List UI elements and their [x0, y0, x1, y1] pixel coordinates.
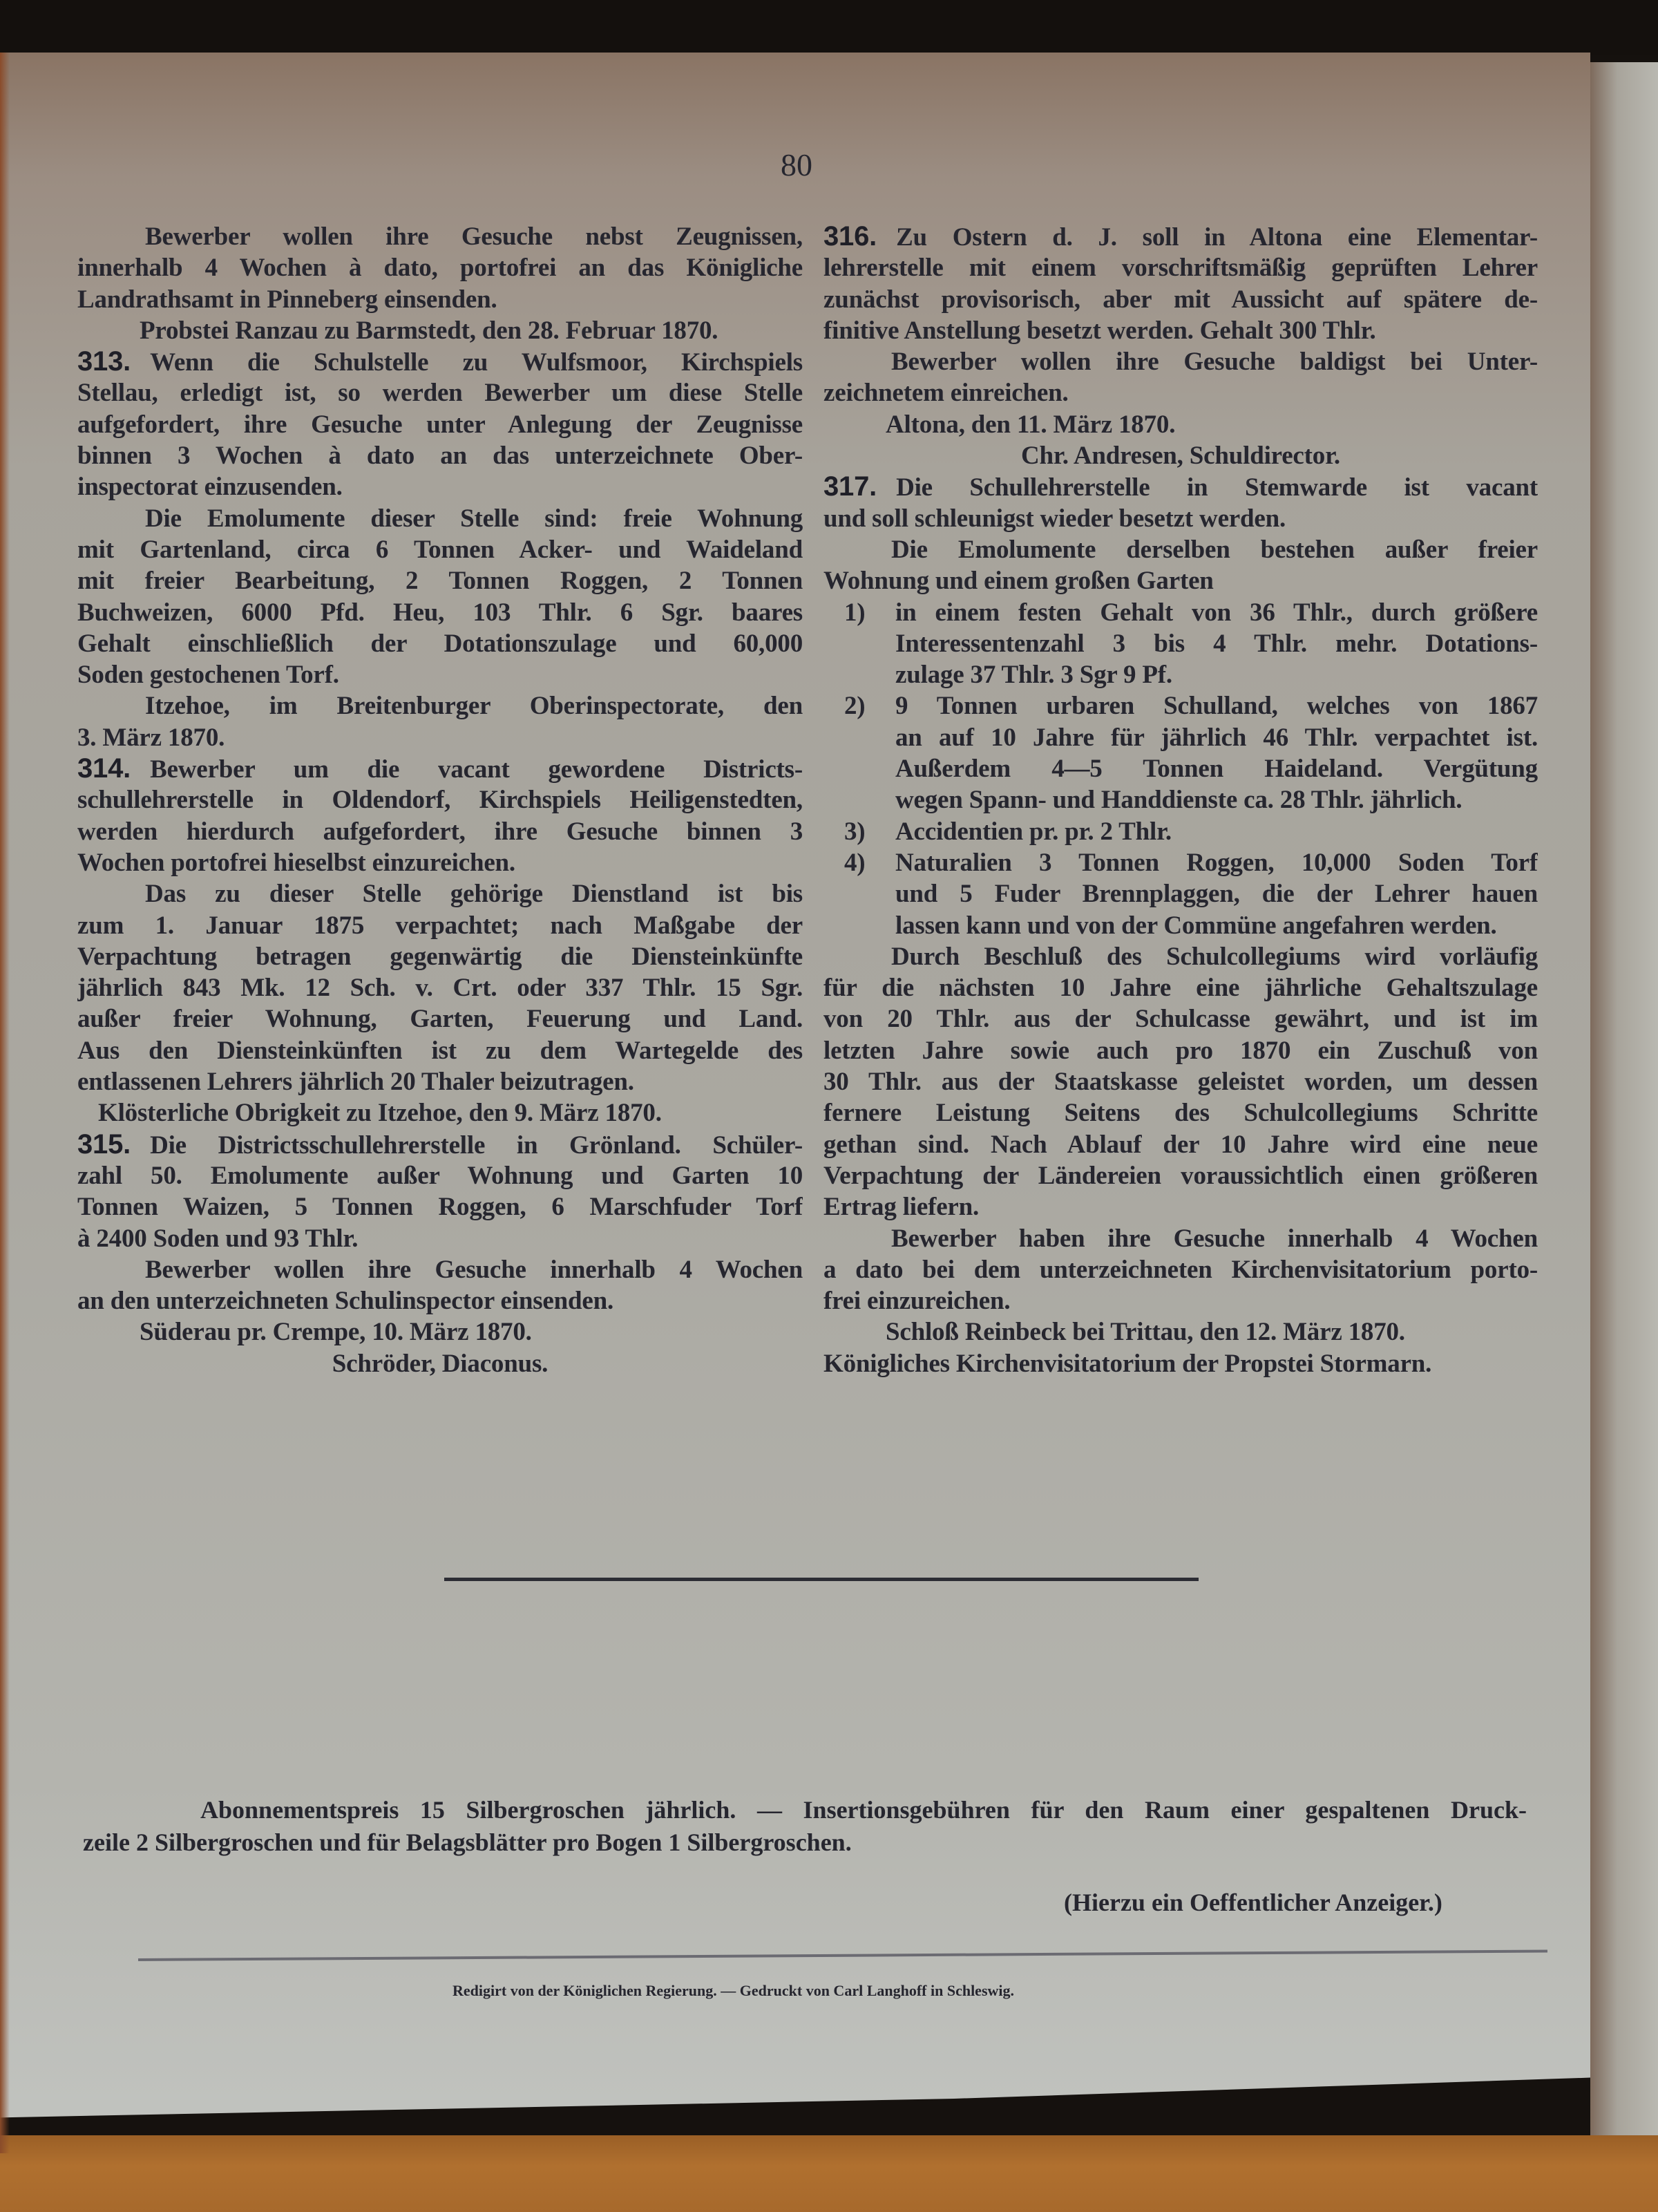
- imprint: Redigirt von der Königlichen Regierung. — Gedruckt von Carl Langhoff in Schleswig.: [452, 1982, 1015, 1999]
- line-text: in einem festen Gehalt von 36 Thlr., durch größere: [895, 598, 1538, 627]
- paragraph-block: [823, 346, 1538, 409]
- page-number: 80: [781, 147, 812, 182]
- line-text: Naturalien 3 Tonnen Roggen, 10,000 Soden Torf: [895, 848, 1538, 877]
- text-line: [823, 284, 1538, 315]
- adjacent-page-edge: [1590, 62, 1658, 2163]
- text-line: [77, 315, 803, 346]
- dateline-block: [823, 1316, 1538, 1348]
- list-number: 4): [844, 848, 866, 877]
- text-line: [823, 1285, 1538, 1316]
- text-line: [823, 690, 1538, 721]
- line-text: Bewerber haben ihre Gesuche innerhalb 4 Wochen: [891, 1224, 1538, 1253]
- line-text: Altona, den 11. März 1870.: [886, 410, 1176, 439]
- line-text: Soden gestochenen Torf.: [77, 661, 339, 690]
- line-text: frei einzureichen.: [823, 1287, 1011, 1316]
- line-text: an den unterzeichneten Schulinspector einsenden.: [77, 1287, 614, 1316]
- text-line: [77, 690, 803, 721]
- text-line: [823, 659, 1538, 690]
- text-line: [823, 1097, 1538, 1128]
- list-number: 2): [844, 692, 866, 721]
- text-line: [823, 346, 1538, 377]
- line-text: Probstei Ranzau zu Barmstedt, den 28. Februar 1870.: [140, 316, 718, 345]
- scan-background-top: [0, 0, 1658, 55]
- text-line: [77, 1160, 803, 1191]
- text-line: [77, 471, 803, 502]
- line-text: à 2400 Soden und 93 Thlr.: [77, 1224, 359, 1253]
- line-text: Bewerber wollen ihre Gesuche baldigst bei Unter-: [891, 348, 1538, 377]
- text-line: [77, 1285, 803, 1316]
- list-number: 3): [844, 817, 866, 846]
- scan-background-bottom: [0, 2135, 1658, 2212]
- line-text: Die Emolumente derselben bestehen außer freier: [891, 535, 1538, 564]
- line-text: zunächst provisorisch, aber mit Aussicht auf spätere de-: [823, 285, 1538, 314]
- line-text: 3. März 1870.: [77, 723, 225, 752]
- text-line: [77, 440, 803, 471]
- text-line: [77, 816, 803, 847]
- section-divider: [444, 1578, 1199, 1581]
- text-line: [823, 753, 1538, 784]
- text-line: [77, 910, 803, 941]
- right-column: [823, 221, 1538, 1379]
- paragraph-block: [823, 941, 1538, 1223]
- line-text: werden hierdurch aufgefordert, ihre Gesuche binnen 3: [77, 817, 803, 846]
- line-text: für die nächsten 10 Jahre eine jährliche Gehaltszulage: [823, 974, 1538, 1003]
- text-line: [77, 972, 803, 1003]
- plain-block: [823, 1348, 1538, 1379]
- list-number: 1): [844, 598, 866, 627]
- line-text: und 5 Fuder Brennplaggen, die der Lehrer hauen: [895, 880, 1538, 909]
- line-text: Chr. Andresen, Schuldirector.: [1021, 442, 1340, 471]
- text-line: [823, 377, 1538, 408]
- line-text: und soll schleunigst wieder besetzt werden.: [823, 504, 1286, 533]
- notice-315: [77, 1129, 803, 1254]
- page-binding-edge: [0, 53, 10, 2153]
- text-line: [77, 252, 803, 283]
- line-text: Wohnung und einem großen Garten: [823, 567, 1214, 596]
- text-line: [77, 628, 803, 659]
- line-text: Gehalt einschließlich der Dotationszulage und 60,000: [77, 629, 803, 658]
- text-line: [823, 816, 1538, 847]
- list-item-block: [823, 847, 1538, 941]
- text-line: [77, 878, 803, 909]
- text-line: [823, 565, 1538, 596]
- line-text: lassen kann und von der Commüne angefahren werden.: [895, 911, 1497, 940]
- notice-314: [77, 753, 803, 878]
- text-line: [823, 1223, 1538, 1254]
- line-text: Landrathsamt in Pinneberg einsenden.: [77, 285, 497, 314]
- line-text: Schloß Reinbeck bei Trittau, den 12. März 1870.: [886, 1318, 1405, 1347]
- text-line: [823, 1066, 1538, 1097]
- notice-number: 314.: [77, 753, 131, 784]
- text-line: [77, 503, 803, 534]
- line-text: Die Districtsschullehrerstelle in Grönland. Schüler-: [150, 1131, 803, 1160]
- text-line: [77, 784, 803, 815]
- text-line: [823, 910, 1538, 941]
- text-line: [77, 1348, 803, 1379]
- text-line: [823, 1035, 1538, 1066]
- dateline-block: [77, 315, 803, 346]
- line-text: Bewerber wollen ihre Gesuche innerhalb 4 Wochen: [145, 1255, 803, 1284]
- list-item-block: [823, 597, 1538, 691]
- text-line: [823, 1003, 1538, 1034]
- text-line: [823, 221, 1538, 252]
- line-text: Aus den Diensteinkünften ist zu dem Wartegelde des: [77, 1036, 803, 1065]
- line-text: gethan sind. Nach Ablauf der 10 Jahre wird eine neue: [823, 1130, 1538, 1159]
- text-line: [77, 722, 803, 753]
- notice-317: [823, 471, 1538, 534]
- line-text: entlassenen Lehrers jährlich 20 Thaler beizutragen.: [77, 1068, 634, 1097]
- text-line: [823, 941, 1538, 972]
- paragraph-block: [77, 690, 803, 753]
- line-text: Königliches Kirchenvisitatorium der Propstei Stormarn.: [823, 1349, 1432, 1378]
- text-line: [823, 1160, 1538, 1191]
- list-item-block: [823, 690, 1538, 815]
- text-line: [823, 1191, 1538, 1222]
- paragraph-block: [823, 1223, 1538, 1317]
- line-text: letzten Jahre sowie auch pro 1870 ein Zuschuß von: [823, 1036, 1538, 1065]
- line-text: Stellau, erledigt ist, so werden Bewerber um diese Stelle: [77, 379, 803, 408]
- line-text: mit Gartenland, circa 6 Tonnen Acker- und Waideland: [77, 535, 803, 564]
- text-line: [823, 972, 1538, 1003]
- line-text: Wenn die Schulstelle zu Wulfsmoor, Kirchspiels: [150, 348, 803, 377]
- text-line: [823, 1348, 1538, 1379]
- text-line: [823, 252, 1538, 283]
- text-line: [823, 503, 1538, 534]
- line-text: 9 Tonnen urbaren Schulland, welches von 1867: [895, 692, 1538, 721]
- supplement-note: (Hierzu ein Oeffentlicher Anzeiger.): [1064, 1889, 1442, 1916]
- text-line: [77, 534, 803, 565]
- line-text: inspectorat einzusenden.: [77, 473, 343, 502]
- text-line: [823, 847, 1538, 878]
- text-line: [823, 628, 1538, 659]
- line-text: fernere Leistung Seitens des Schulcollegiums Schritte: [823, 1099, 1538, 1128]
- text-line: [823, 597, 1538, 628]
- paragraph-block: [77, 1254, 803, 1317]
- line-text: Wochen portofrei hieselbst einzureichen.: [77, 848, 515, 877]
- text-line: [77, 1191, 803, 1222]
- notice-number: 315.: [77, 1128, 131, 1160]
- list-item-block: [823, 816, 1538, 847]
- line-text: innerhalb 4 Wochen à dato, portofrei an das Königliche: [77, 254, 803, 283]
- subscription-price-line-2: zeile 2 Silbergroschen und für Belagsblätter pro Bogen 1 Silbergroschen.: [83, 1828, 852, 1856]
- line-text: zulage 37 Thlr. 3 Sgr 9 Pf.: [895, 661, 1172, 690]
- line-text: Ertrag liefern.: [823, 1193, 980, 1222]
- line-text: von 20 Thlr. aus der Schulcasse gewährt, und ist im: [823, 1005, 1538, 1034]
- paragraph-block: [77, 221, 803, 315]
- line-text: Außerdem 4—5 Tonnen Haideland. Vergütung: [895, 755, 1538, 784]
- text-line: [77, 565, 803, 596]
- text-line: [77, 753, 803, 784]
- line-text: zum 1. Januar 1875 verpachtet; nach Maßgabe der: [77, 911, 803, 940]
- notice-number: 316.: [823, 221, 877, 252]
- text-line: [77, 847, 803, 878]
- text-line: [77, 346, 803, 377]
- line-text: Bewerber um die vacant gewordene Districts-: [150, 755, 803, 784]
- text-line: [823, 534, 1538, 565]
- text-line: [823, 315, 1538, 346]
- text-line: [823, 1316, 1538, 1348]
- dateline-block: [823, 409, 1538, 440]
- line-text: an auf 10 Jahre für jährlich 46 Thlr. verpachtet ist.: [895, 723, 1538, 752]
- line-text: Bewerber wollen ihre Gesuche nebst Zeugnissen,: [145, 223, 803, 251]
- text-line: [823, 722, 1538, 753]
- dateline-block: [77, 1316, 803, 1348]
- line-text: Das zu dieser Stelle gehörige Dienstland ist bis: [145, 880, 803, 909]
- line-text: finitive Anstellung besetzt werden. Gehalt 300 Thlr.: [823, 316, 1376, 345]
- notice-number: 317.: [823, 471, 877, 502]
- text-line: [77, 1129, 803, 1160]
- paragraph-block: [77, 878, 803, 1097]
- text-line: [77, 377, 803, 408]
- line-text: lehrerstelle mit einem vorschriftsmäßig geprüften Lehrer: [823, 254, 1538, 283]
- subscription-price-line-1: Abonnementspreis 15 Silbergroschen jährlich. — Insertionsgebühren für den Raum einer gespaltenen Druck-: [200, 1796, 1527, 1824]
- line-text: Itzehoe, im Breitenburger Oberinspectorate, den: [145, 692, 803, 721]
- line-text: Zu Ostern d. J. soll in Altona eine Elementar-: [896, 223, 1538, 252]
- text-line: [823, 878, 1538, 909]
- dateline-short-block: [77, 1097, 803, 1128]
- line-text: Tonnen Waizen, 5 Tonnen Roggen, 6 Marschfuder Torf: [77, 1193, 803, 1222]
- text-line: [823, 471, 1538, 502]
- notice-313: [77, 346, 803, 502]
- text-line: [77, 409, 803, 440]
- paragraph-block: [823, 534, 1538, 597]
- line-text: mit freier Bearbeitung, 2 Tonnen Roggen, 2 Tonnen: [77, 567, 803, 596]
- text-line: [77, 1316, 803, 1348]
- left-column: [77, 221, 803, 1379]
- line-text: Verpachtung der Ländereien voraussichtlich einen größeren: [823, 1161, 1538, 1190]
- text-line: [77, 597, 803, 628]
- line-text: Die Emolumente dieser Stelle sind: freie Wohnung: [145, 504, 803, 533]
- line-text: binnen 3 Wochen à dato an das unterzeichnete Ober-: [77, 442, 803, 471]
- line-text: jährlich 843 Mk. 12 Sch. v. Crt. oder 337 Thlr. 15 Sgr.: [77, 974, 803, 1003]
- line-text: Klösterliche Obrigkeit zu Itzehoe, den 9. März 1870.: [98, 1099, 662, 1128]
- text-line: [77, 1035, 803, 1066]
- line-text: zahl 50. Emolumente außer Wohnung und Garten 10: [77, 1161, 803, 1190]
- text-line: [823, 784, 1538, 815]
- signature-block: [77, 1348, 803, 1379]
- notice-number: 313.: [77, 346, 131, 377]
- notice-316: [823, 221, 1538, 346]
- signature-block: [823, 440, 1538, 471]
- text-line: [77, 1003, 803, 1034]
- line-text: a dato bei dem unterzeichneten Kirchenvisitatorium porto-: [823, 1255, 1538, 1284]
- line-text: Buchweizen, 6000 Pfd. Heu, 103 Thlr. 6 Sgr. baares: [77, 598, 803, 627]
- line-text: aufgefordert, ihre Gesuche unter Anlegung der Zeugnisse: [77, 410, 803, 439]
- text-line: [77, 1097, 803, 1128]
- line-text: Accidentien pr. pr. 2 Thlr.: [895, 817, 1172, 846]
- text-line: [823, 409, 1538, 440]
- line-text: schullehrerstelle in Oldendorf, Kirchspiels Heiligenstedten,: [77, 786, 803, 815]
- line-text: Verpachtung betragen gegenwärtig die Diensteinkünfte: [77, 942, 803, 971]
- paragraph-block: [77, 503, 803, 691]
- text-line: [77, 1254, 803, 1285]
- text-line: [823, 1254, 1538, 1285]
- text-line: [77, 659, 803, 690]
- line-text: Süderau pr. Crempe, 10. März 1870.: [140, 1318, 532, 1347]
- text-line: [823, 1129, 1538, 1160]
- line-text: wegen Spann- und Handdienste ca. 28 Thlr. jährlich.: [895, 786, 1462, 815]
- line-text: Die Schullehrerstelle in Stemwarde ist vacant: [896, 473, 1538, 502]
- line-text: 30 Thlr. aus der Staatskasse geleistet worden, um dessen: [823, 1068, 1538, 1097]
- line-text: außer freier Wohnung, Garten, Feuerung und Land.: [77, 1005, 803, 1034]
- text-line: [77, 1066, 803, 1097]
- text-line: [77, 284, 803, 315]
- text-line: [77, 1223, 803, 1254]
- line-text: Durch Beschluß des Schulcollegiums wird vorläufig: [891, 942, 1538, 971]
- line-text: Interessentenzahl 3 bis 4 Thlr. mehr. Dotations-: [895, 629, 1538, 658]
- text-line: [823, 440, 1538, 471]
- line-text: zeichnetem einreichen.: [823, 379, 1069, 408]
- text-line: [77, 941, 803, 972]
- line-text: Schröder, Diaconus.: [332, 1349, 549, 1378]
- text-line: [77, 221, 803, 252]
